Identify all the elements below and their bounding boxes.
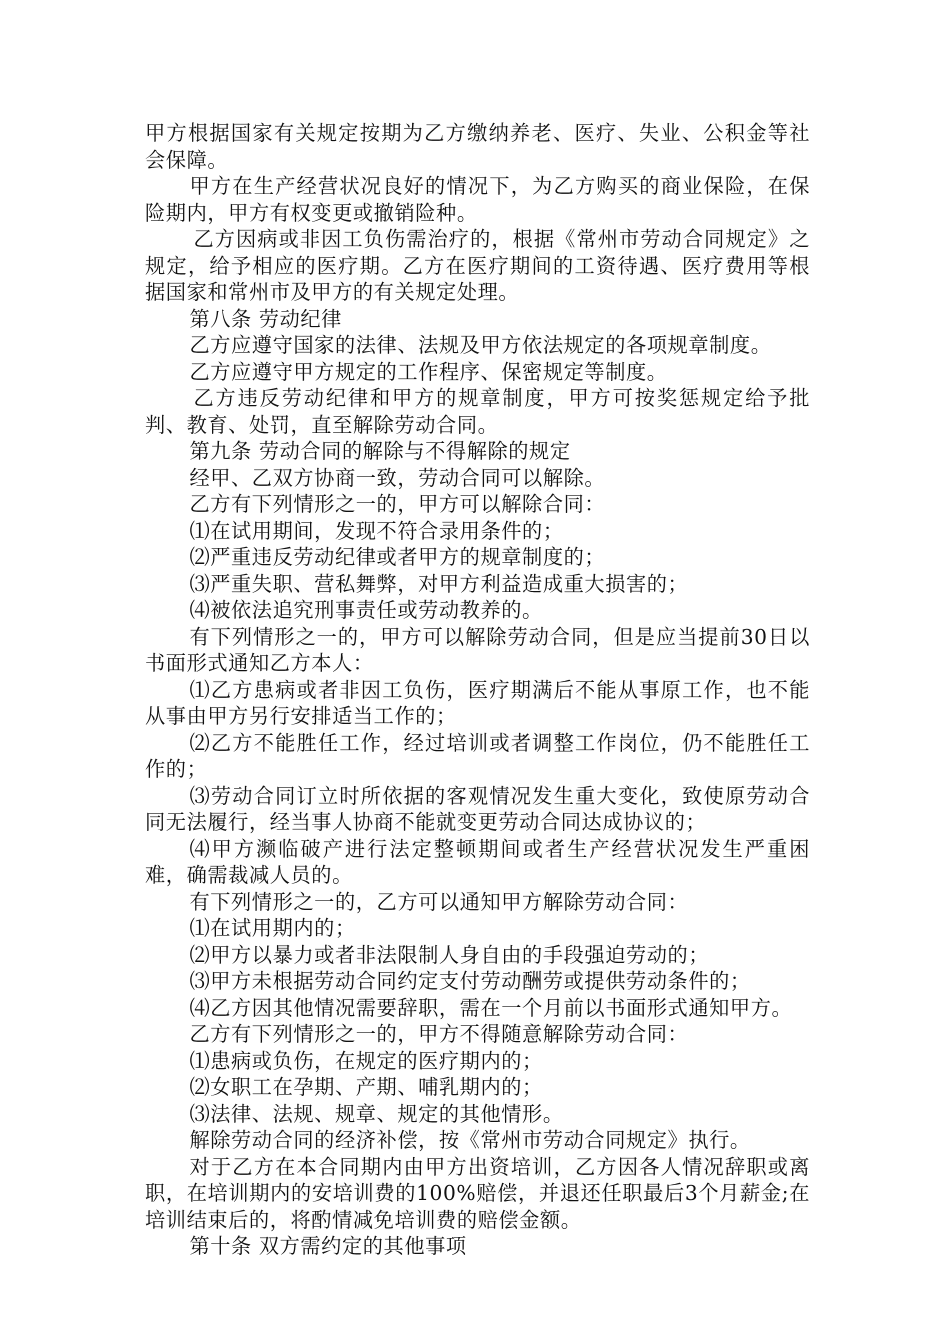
paragraph-may-not-terminate: 乙方有下列情形之一的，甲方不得随意解除劳动合同： xyxy=(189,1022,689,1046)
paragraph-employer-may-terminate: 乙方有下列情形之一的，甲方可以解除合同： xyxy=(189,492,606,516)
paragraph-discipline-violation: 乙方违反劳动纪律和甲方的规章制度，甲方可按奖惩规定给予批判、教育、处罚，直至解除劳动合同。 xyxy=(145,386,810,437)
list-item: ⑴患病或负伤，在规定的医疗期内的； xyxy=(189,1048,543,1073)
list-item: ⑶严重失职、营私舞弊，对甲方利益造成重大损害的； xyxy=(189,571,689,596)
paragraph-obey-laws: 乙方应遵守国家的法律、法规及甲方依法规定的各项规章制度。 xyxy=(189,333,772,357)
paragraph-economic-compensation: 解除劳动合同的经济补偿，按《常州市劳动合同规定》执行。 xyxy=(189,1128,751,1152)
paragraph-30-day-notice: 有下列情形之一的，甲方可以解除劳动合同，但是应当提前30日以书面形式通知乙方本人： xyxy=(145,624,810,675)
list-item: ⑷被依法追究刑事责任或劳动教养的。 xyxy=(189,598,543,622)
paragraph-employee-may-terminate: 有下列情形之一的，乙方可以通知甲方解除劳动合同： xyxy=(189,889,689,914)
list-item: ⑵严重违反劳动纪律或者甲方的规章制度的； xyxy=(189,545,606,569)
document-page xyxy=(145,120,810,1260)
list-item: ⑶甲方未根据劳动合同约定支付劳动酬劳或提供劳动条件的； xyxy=(189,969,751,993)
list-item: ⑴在试用期间，发现不符合录用条件的； xyxy=(189,518,564,543)
list-item: ⑵乙方不能胜任工作，经过培训或者调整工作岗位，仍不能胜任工作的； xyxy=(145,730,810,781)
paragraph-medical-period: 乙方因病或非因工负伤需治疗的，根据《常州市劳动合同规定》之规定，给予相应的医疗期。乙方在医疗期间的工资待遇、医疗费用等根据国家和常州市及甲方的有关规定处理。 xyxy=(145,227,810,304)
paragraph-training-compensation: 对于乙方在本合同期内由甲方出资培训，乙方因各人情况辞职或离职，在培训期内的安培训费的100%赔偿，并退还任职最后3个月薪金;在培训结束后的，将酌情减免培训费的赔偿金额。 xyxy=(145,1154,810,1232)
list-item: ⑶法律、法规、规章、规定的其他情形。 xyxy=(189,1101,564,1126)
list-item: ⑴在试用期内的； xyxy=(189,916,356,940)
list-item: ⑴乙方患病或者非因工负伤，医疗期满后不能从事原工作，也不能从事由甲方另行安排适当工作的； xyxy=(145,677,810,728)
list-item: ⑵甲方以暴力或者非法限制人身自由的手段强迫劳动的； xyxy=(189,942,710,967)
section-heading-article-9: 第九条 劳动合同的解除与不得解除的规定 xyxy=(189,439,571,463)
paragraph-mutual-termination: 经甲、乙双方协商一致，劳动合同可以解除。 xyxy=(189,465,606,490)
list-item: ⑵女职工在孕期、产期、哺乳期内的； xyxy=(189,1075,543,1099)
paragraph-commercial-insurance: 甲方在生产经营状况良好的情况下，为乙方购买的商业保险，在保险期内，甲方有权变更或撤销险种。 xyxy=(145,174,810,225)
list-item: ⑷乙方因其他情况需要辞职，需在一个月前以书面形式通知甲方。 xyxy=(189,995,793,1020)
section-heading-article-10: 第十条 双方需约定的其他事项 xyxy=(189,1234,467,1258)
list-item: ⑷甲方濒临破产进行法定整顿期间或者生产经营状况发生严重困难，确需裁减人员的。 xyxy=(145,836,810,887)
paragraph-obey-procedures: 乙方应遵守甲方规定的工作程序、保密规定等制度。 xyxy=(189,359,668,384)
section-heading-article-8: 第八条 劳动纪律 xyxy=(189,306,342,331)
list-item: ⑶劳动合同订立时所依据的客观情况发生重大变化，致使原劳动合同无法履行，经当事人协商不能就变更劳动合同达成协议的； xyxy=(145,783,810,834)
paragraph-social-insurance: 甲方根据国家有关规定按期为乙方缴纳养老、医疗、失业、公积金等社会保障。 xyxy=(145,121,810,172)
